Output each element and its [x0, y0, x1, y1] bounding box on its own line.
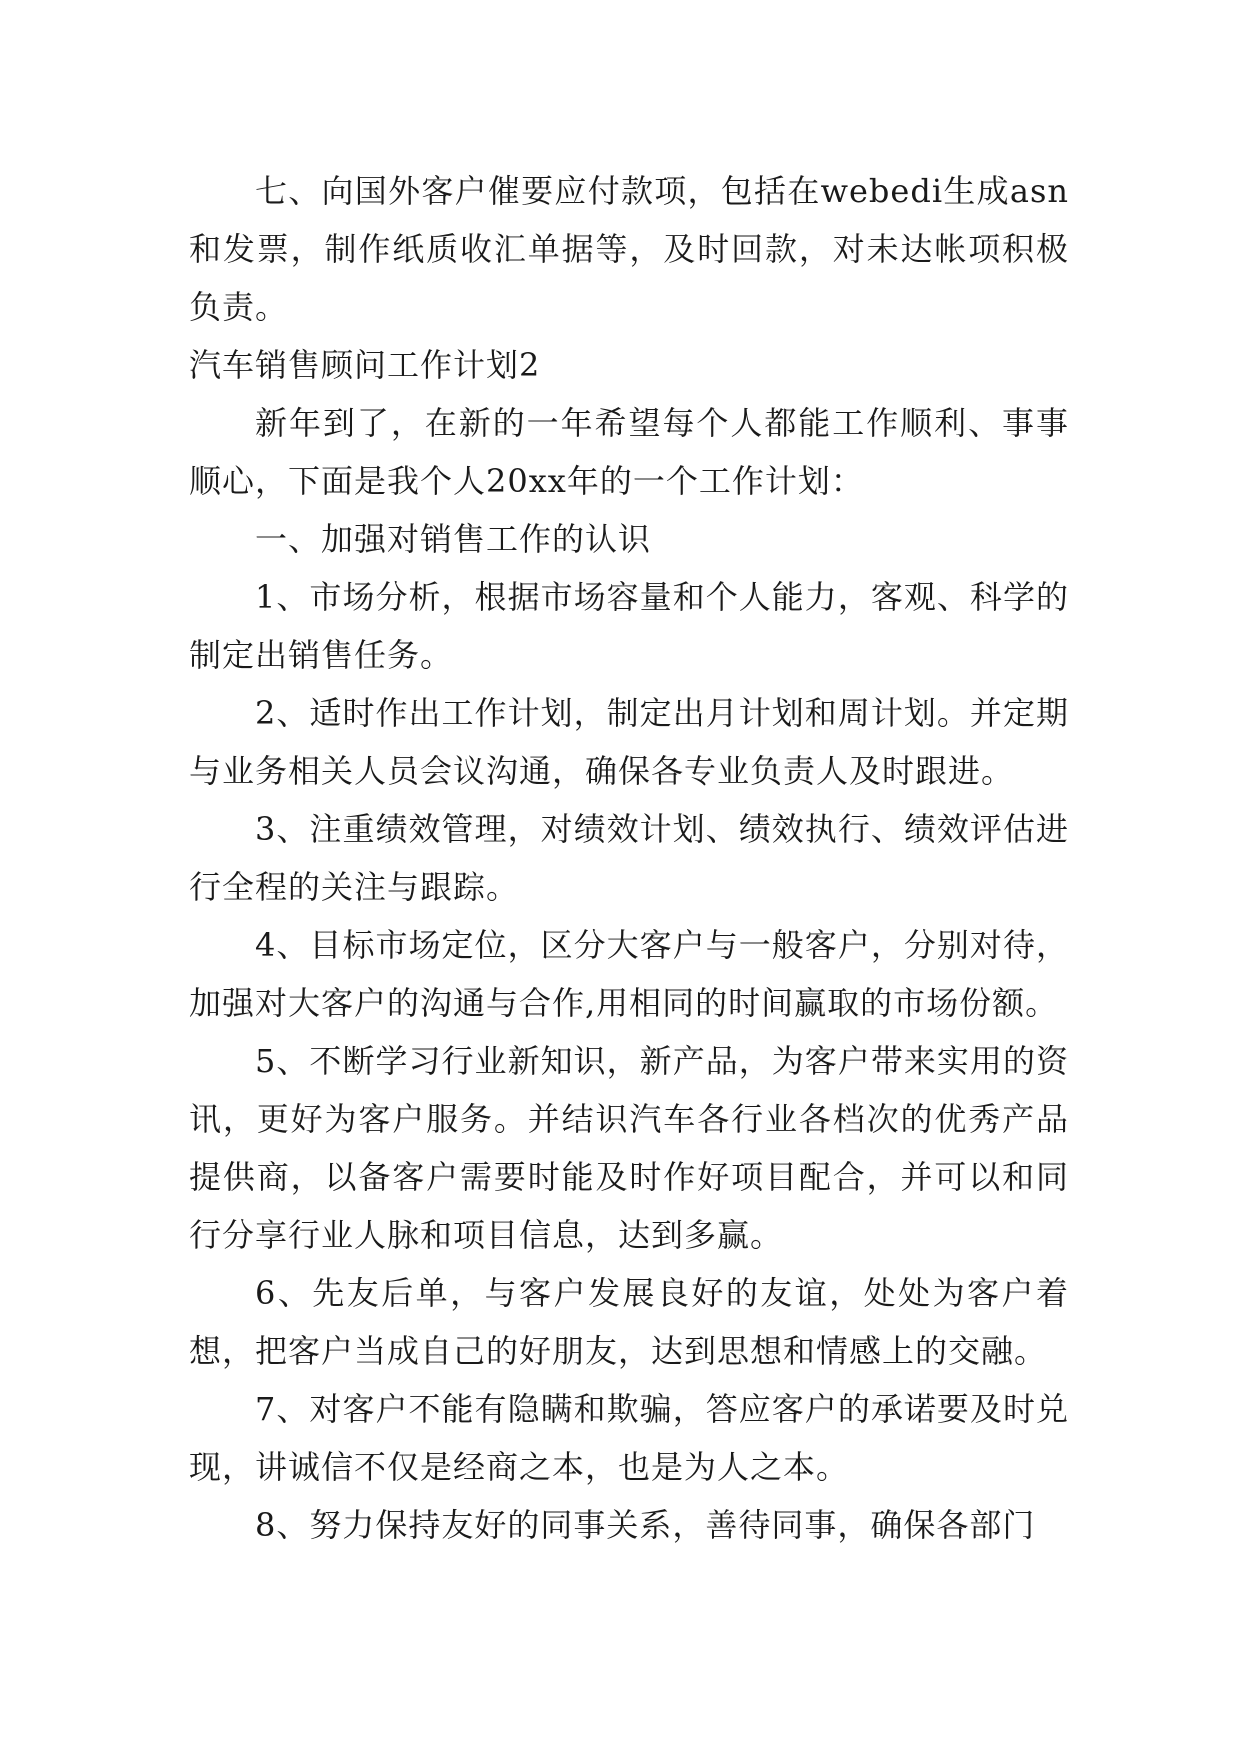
- paragraph-subheading: 一、加强对销售工作的认识: [255, 520, 652, 558]
- paragraph-intro: 新年到了，在新的一年希望每个人都能工作顺利、事事顺心，下面是我个人20xx年的一个工作计划：: [189, 404, 1069, 500]
- section-heading: 汽车销售顾问工作计划2: [189, 346, 541, 384]
- paragraph-item-8: 8、努力保持友好的同事关系，善待同事，确保各部门: [255, 1506, 1036, 1544]
- paragraph-item-3: 3、注重绩效管理，对绩效计划、绩效执行、绩效评估进行全程的关注与跟踪。: [189, 810, 1069, 906]
- paragraph-item-5: 5、不断学习行业新知识，新产品，为客户带来实用的资讯，更好为客户服务。并结识汽车各行业各档次的优秀产品提供商，以备客户需要时能及时作好项目配合，并可以和同行分享行业人脉和项目信息，达到多赢。: [189, 1042, 1069, 1254]
- paragraph-item-2: 2、适时作出工作计划，制定出月计划和周计划。并定期与业务相关人员会议沟通，确保各专业负责人及时跟进。: [189, 694, 1069, 790]
- paragraph-payment-collection: 七、向国外客户催要应付款项，包括在webedi生成asn和发票，制作纸质收汇单据等，及时回款，对未达帐项积极负责。: [189, 172, 1069, 326]
- paragraph-item-7: 7、对客户不能有隐瞒和欺骗，答应客户的承诺要及时兑现，讲诚信不仅是经商之本，也是为人之本。: [189, 1390, 1069, 1486]
- paragraph-item-4: 4、目标市场定位，区分大客户与一般客户，分别对待，加强对大客户的沟通与合作,用相同的时间赢取的市场份额。: [189, 926, 1069, 1022]
- paragraph-item-6: 6、先友后单，与客户发展良好的友谊，处处为客户着想，把客户当成自己的好朋友，达到思想和情感上的交融。: [189, 1274, 1069, 1370]
- paragraph-item-1: 1、市场分析，根据市场容量和个人能力，客观、科学的制定出销售任务。: [189, 578, 1069, 674]
- document-body: [189, 162, 1069, 1554]
